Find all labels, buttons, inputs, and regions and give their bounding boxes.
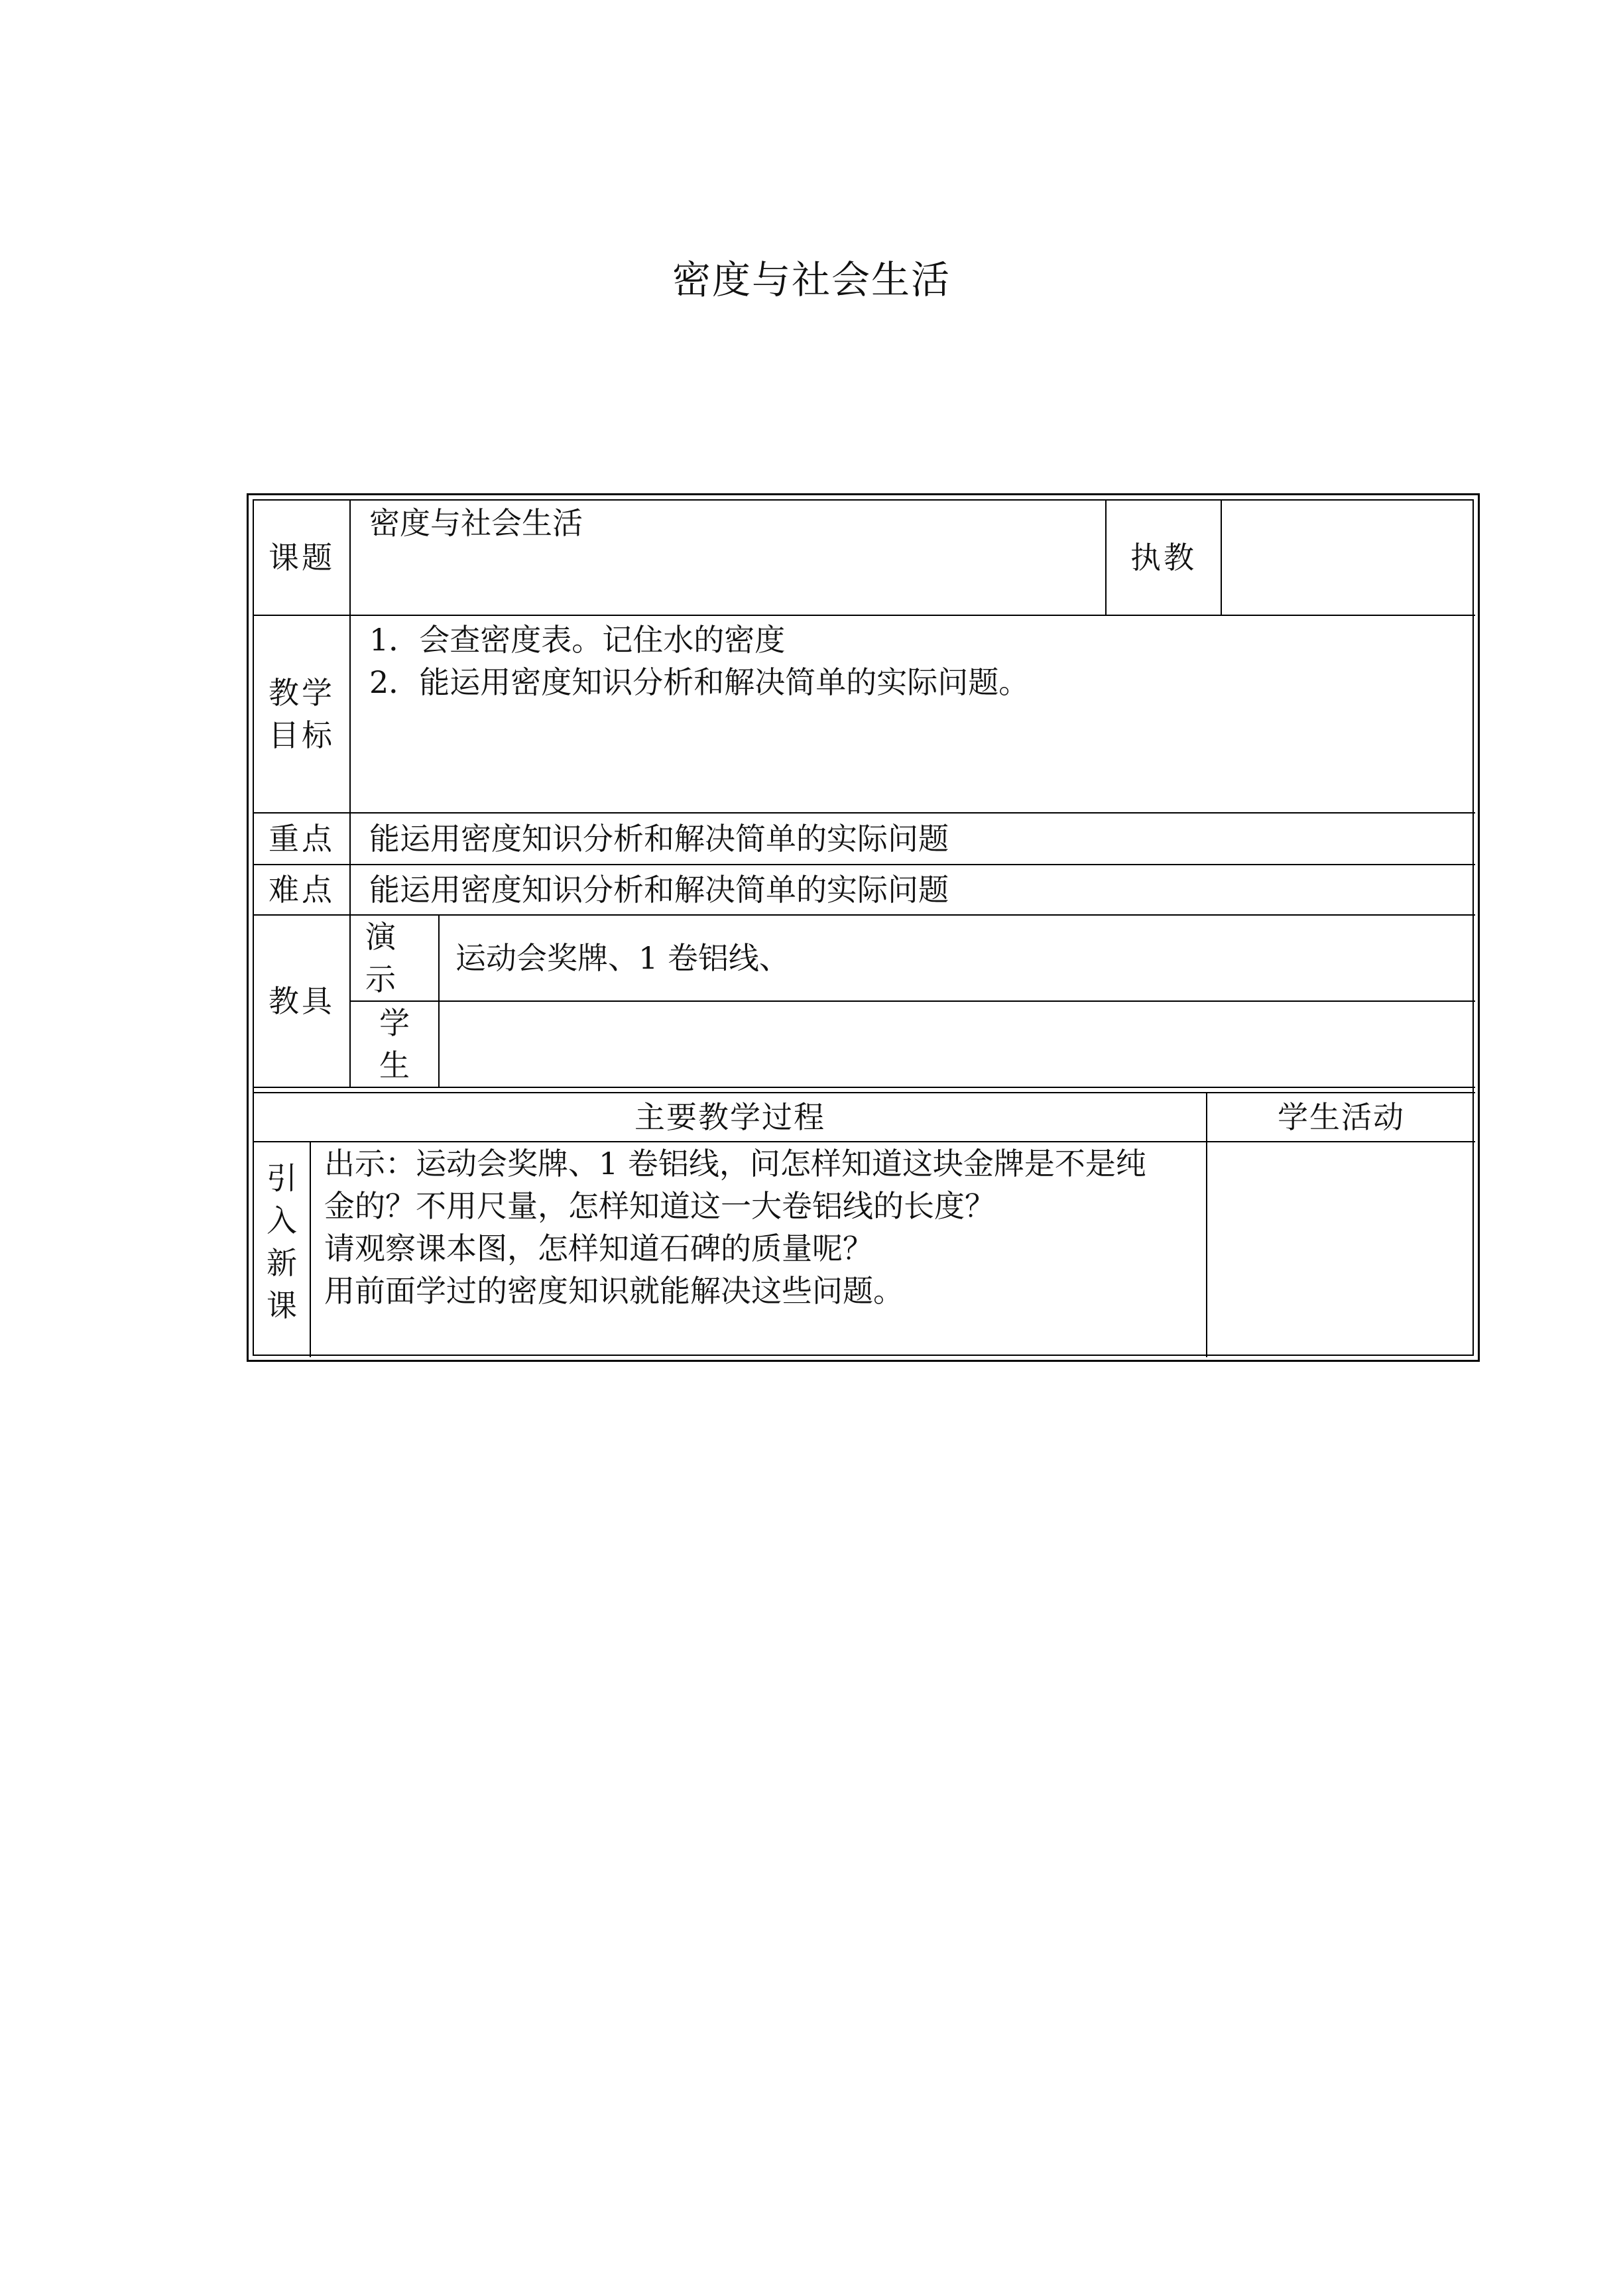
goals-list <box>351 616 1475 812</box>
section-label-char: 课 <box>267 1288 297 1323</box>
demo-label <box>351 916 438 1000</box>
student-value <box>440 1002 1475 1087</box>
tools-label: 教具 <box>269 983 335 1019</box>
goals-label-line1: 教学 <box>269 675 335 711</box>
topic-label: 课题 <box>269 540 335 575</box>
section-line: 用前面学过的密度知识就能解决这些问题。 <box>324 1273 904 1309</box>
table-inner-border <box>253 499 1474 1356</box>
goals-label <box>254 616 349 812</box>
student-label-line2: 生 <box>379 1048 410 1083</box>
teacher-label: 执教 <box>1130 540 1197 575</box>
section-label-char: 新 <box>267 1245 297 1281</box>
demo-label-line1: 演 <box>365 919 396 955</box>
demo-label-line2: 示 <box>365 961 396 997</box>
demo-value: 运动会奖牌、1 卷铝线、 <box>455 940 790 976</box>
student-activity <box>1207 1142 1475 1357</box>
process-header: 主要教学过程 <box>634 1099 825 1135</box>
page-title: 密度与社会生活 <box>672 257 951 302</box>
goal-item: 2．能运用密度知识分析和解决简单的实际问题。 <box>369 664 1030 700</box>
goals-label-line2: 目标 <box>269 717 335 753</box>
key-point-value: 能运用密度知识分析和解决简单的实际问题 <box>369 821 949 857</box>
section-label-char: 入 <box>267 1203 297 1239</box>
section-label-char: 引 <box>267 1160 297 1196</box>
teacher-value <box>1222 501 1475 615</box>
student-label <box>351 1002 438 1087</box>
section-line: 出示：运动会奖牌、1 卷铝线，问怎样知道这块金牌是不是纯 <box>324 1146 1146 1181</box>
topic-value: 密度与社会生活 <box>369 505 583 541</box>
section-content <box>311 1142 1206 1357</box>
difficulty-label: 难点 <box>269 872 335 908</box>
goal-item: 1．会查密度表。记住水的密度 <box>369 622 786 658</box>
student-label-line1: 学 <box>379 1005 410 1041</box>
section-line: 请观察课本图，怎样知道石碑的质量呢？ <box>324 1231 873 1266</box>
table-separator <box>254 1087 1475 1088</box>
activity-header: 学生活动 <box>1278 1099 1405 1135</box>
section-line: 金的？不用尺量，怎样知道这一大卷铝线的长度？ <box>324 1188 995 1224</box>
key-point-label: 重点 <box>269 821 335 857</box>
difficulty-value: 能运用密度知识分析和解决简单的实际问题 <box>369 872 949 908</box>
lesson-plan-table <box>247 493 1480 1362</box>
section-label <box>254 1142 310 1357</box>
